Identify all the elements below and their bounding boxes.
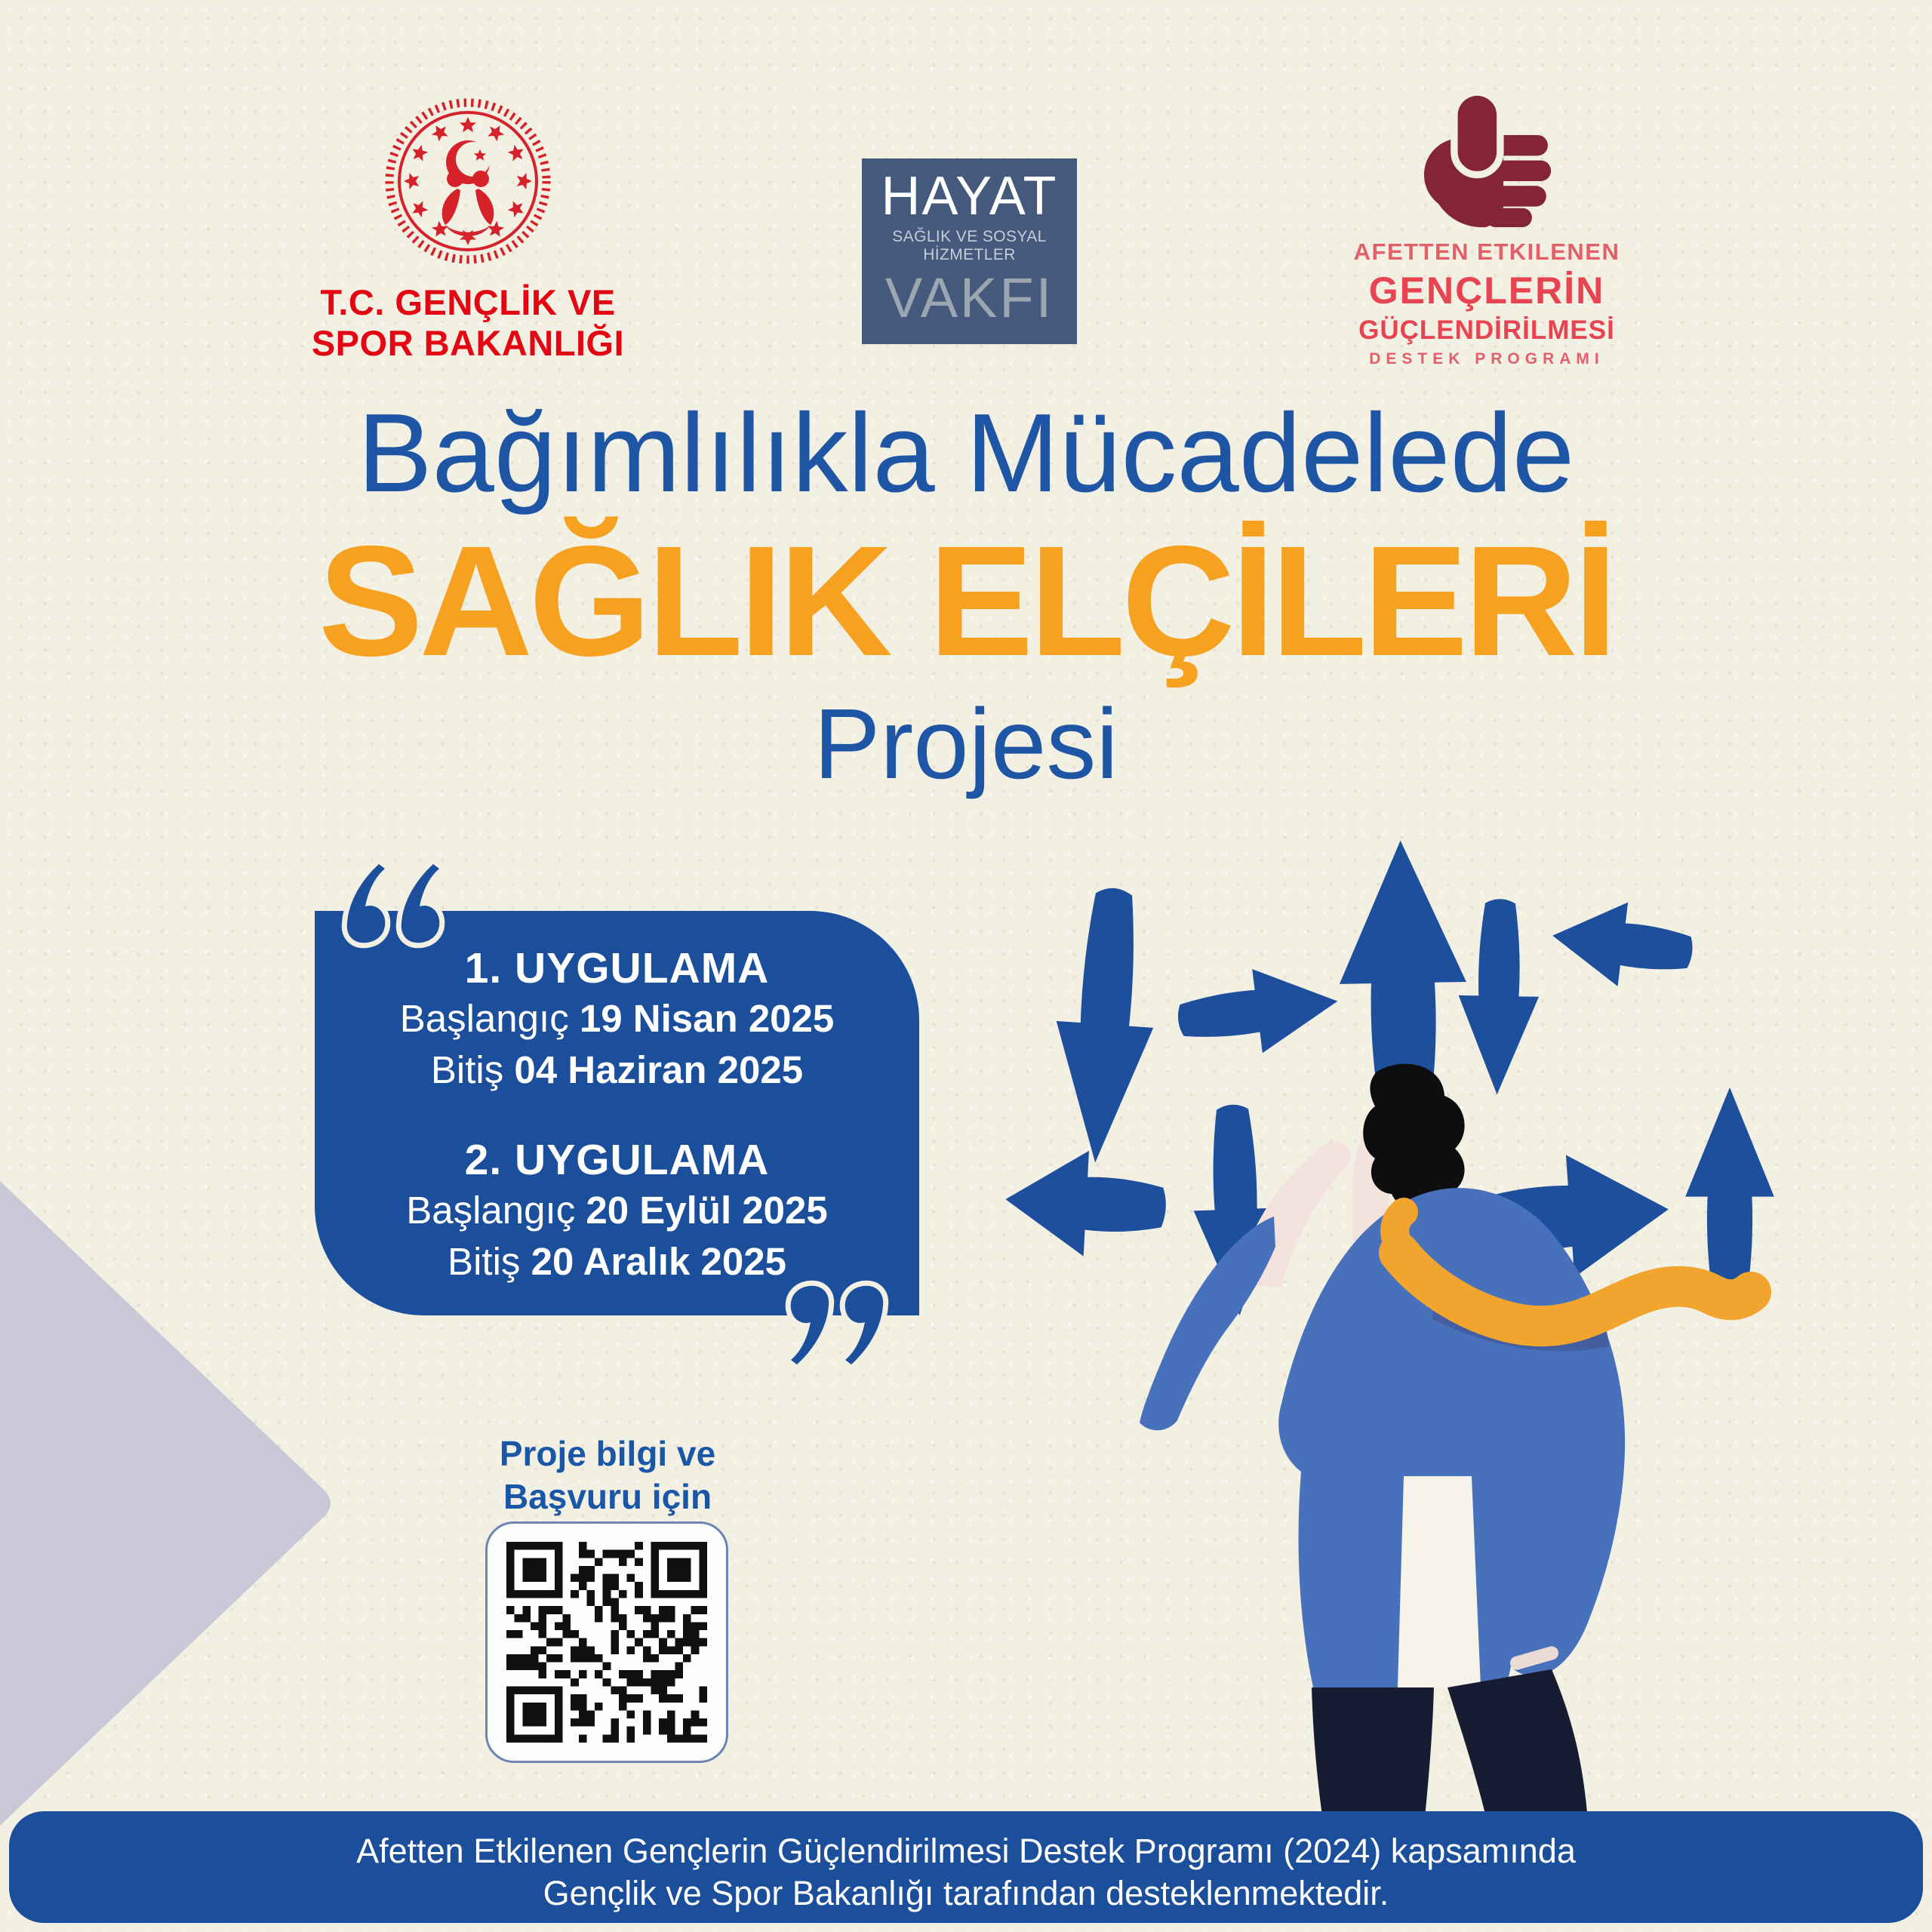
ministry-emblem-icon xyxy=(377,91,558,272)
start-label: Başlangıç xyxy=(399,997,569,1040)
title-line1: Bağımlılıkla Mücadelede xyxy=(357,391,1575,515)
end-label: Bitiş xyxy=(430,1048,504,1091)
end-date: 20 Aralık 2025 xyxy=(531,1240,786,1283)
start-date: 20 Eylül 2025 xyxy=(586,1189,828,1232)
schedule-item1-start xyxy=(315,993,919,1044)
hair-shape xyxy=(1363,1064,1464,1209)
qr-caption xyxy=(419,1432,796,1518)
ministry-name-line2: SPOR BAKANLIĞI xyxy=(311,323,625,363)
program-name-line1: AFETTEN ETKILENEN xyxy=(1353,238,1620,265)
destek-programi-logo xyxy=(1298,89,1675,368)
end-date: 04 Haziran 2025 xyxy=(514,1048,804,1091)
footer-line1: Afetten Etkilenen Gençlerin Güçlendirilmesi Destek Programı (2024) kapsamında xyxy=(356,1832,1576,1870)
qr-caption-line1: Proje bilgi ve xyxy=(499,1434,716,1473)
heart-hand-icon xyxy=(1419,89,1555,228)
shirt-shape xyxy=(1398,1476,1481,1687)
qr-code xyxy=(485,1521,728,1763)
qr-matrix-icon xyxy=(506,1542,708,1743)
ministry-logo xyxy=(294,91,641,364)
end-label: Bitiş xyxy=(448,1240,521,1283)
hayat-logo-subtitle: SAĞLIK VE SOSYAL HİZMETLER xyxy=(892,228,1047,263)
corner-triangle-shape xyxy=(0,1181,331,1826)
hayat-vakfi-logo xyxy=(862,158,1077,344)
schedule-item2-start xyxy=(315,1185,919,1236)
program-name-line4: DESTEK PROGRAMI xyxy=(1369,350,1604,368)
raised-arm-shape xyxy=(1140,1217,1275,1430)
qr-caption-line2: Başvuru için xyxy=(503,1477,712,1516)
title-line3: Projesi xyxy=(814,688,1118,799)
program-name-line3: GÜÇLENDİRİLMESİ xyxy=(1358,315,1615,345)
footer-bar xyxy=(9,1811,1923,1923)
start-date: 19 Nisan 2025 xyxy=(579,997,835,1040)
poster-title xyxy=(0,391,1932,801)
program-name-line2: GENÇLERİN xyxy=(1368,269,1605,312)
hayat-logo-name: HAYAT xyxy=(881,166,1058,226)
title-line2: SAĞLIK ELÇİLERİ xyxy=(318,514,1614,689)
hayat-logo-type: VAKFI xyxy=(884,266,1054,329)
ministry-name-line1: T.C. GENÇLİK VE xyxy=(320,282,616,322)
start-label: Başlangıç xyxy=(406,1189,576,1232)
schedule-item2-end xyxy=(315,1236,919,1287)
schedule-item1-heading: 1. UYGULAMA xyxy=(464,944,770,992)
schedule-item1-end xyxy=(315,1044,919,1096)
schedule-item2-heading: 2. UYGULAMA xyxy=(464,1136,770,1184)
schedule-card xyxy=(315,911,919,1315)
footer-line2: Gençlik ve Spor Bakanlığı tarafından desteklenmektedir. xyxy=(543,1874,1389,1912)
